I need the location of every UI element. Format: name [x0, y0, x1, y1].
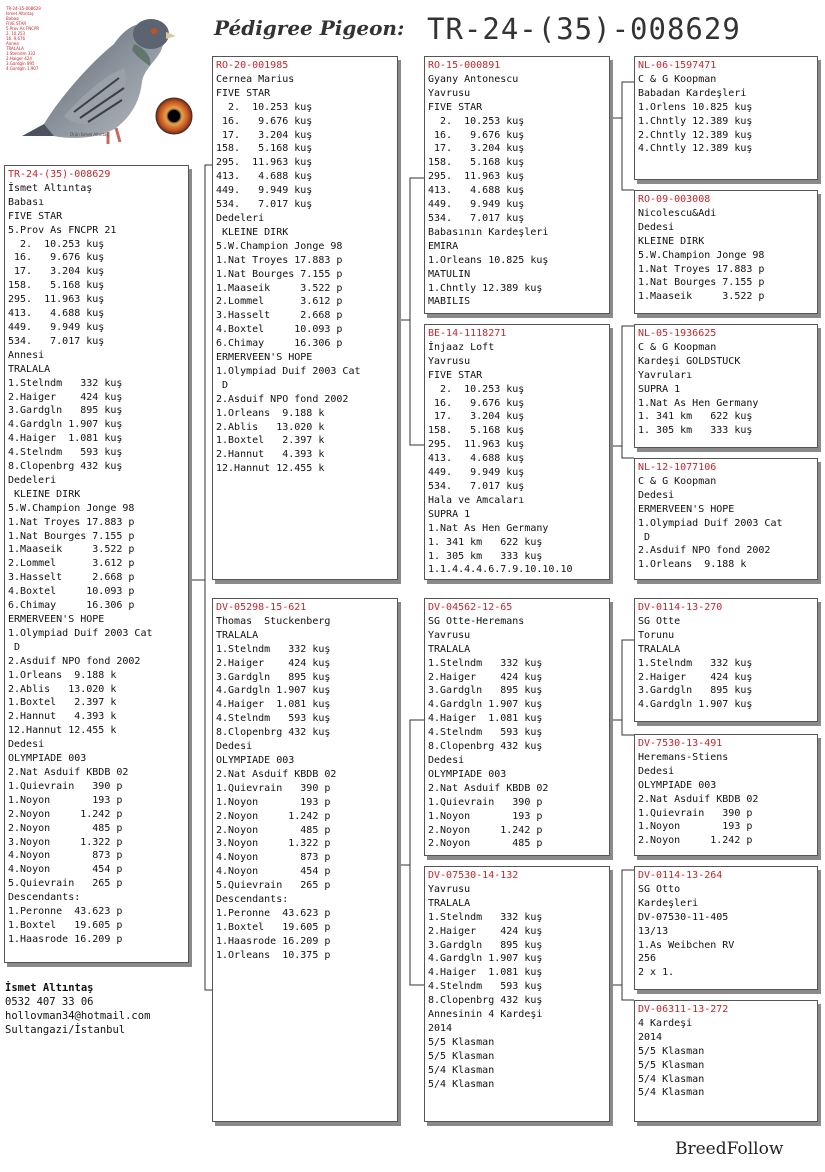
pedigree-card-subject — [4, 165, 189, 963]
card-details: SG Otte-Heremans Yavrusu TRALALA 1.Stelndm 332 kuş 2.Haiger 424 kuş 3.Gardgln 895 kuş 4.Gardgln 1.907 kuş 4.Haiger 1.081 kuş 4.Stelndm 593 kuş 8.Clopenbrg 432 kuş Dedesi OLYMPIADE 003 2.Nat Asduif KBDB 02 1.Quievrain 390 p 1.Noyon 193 p 2.Noyon 1.242 p 2.Noyon 485 p — [428, 615, 549, 850]
card-details: 4 Kardeşi 2014 5/5 Klasman 5/5 Klasman 5/4 Klasman 5/4 Klasman — [638, 1017, 705, 1099]
owner-email: hollovman34@hotmail.com — [5, 1010, 151, 1022]
connector-dd — [610, 870, 634, 1000]
card-details: İnjaaz Loft Yavrusu FIVE STAR 2. 10.253 kuş 16. 9.676 kuş 17. 3.204 kuş 158. 5.168 kuş 295. 11.963 kuş 413. 4.688 kuş 449. 9.949 kuş 534. 7.017 kuş Hala ve Amcaları SUPRA 1 1.Nat As Hen Germany 1. 341 km 622 kuş 1. 305 km 333 kuş 1.1.4.4.4.6.7.9.10.10.10 — [428, 341, 573, 576]
card-details: C & G Koopman Babadan Kardeşleri 1.Orlens 10.825 kuş 1.Chntly 12.389 kuş 2.Chntly 12.389 kuş 4.Chntly 12.389 kuş — [638, 73, 753, 155]
ring-number: DV-06311-13-272 — [638, 1004, 729, 1015]
pedigree-card-sds — [634, 324, 818, 448]
ring-number: DV-7530-13-491 — [638, 738, 723, 749]
owner-name: İsmet Altıntaş — [5, 982, 94, 994]
pedigree-card-dss — [634, 598, 818, 722]
pedigree-card-sire — [212, 56, 398, 580]
ring-number: NL-05-1936625 — [638, 328, 717, 339]
connector-sire — [398, 178, 424, 445]
pedigree-card-sire-sire — [424, 56, 610, 314]
connector-ss — [610, 82, 634, 190]
pedigree-card-ddd — [634, 1000, 818, 1122]
connector-dam — [398, 720, 424, 985]
connector-gen1 — [189, 165, 212, 990]
pedigree-card-sss — [634, 56, 818, 180]
brand-name: BreedFollow — [675, 1139, 784, 1159]
pedigree-card-dam-dam — [424, 866, 610, 1122]
ring-number: RO-15-000891 — [428, 60, 501, 71]
card-details: Thomas Stuckenberg TRALALA 1.Stelndm 332 kuş 2.Haiger 424 kuş 3.Gardgln 895 kuş 4.Gardgln 1.907 kuş 4.Haiger 1.081 kuş 4.Stelndm 593 kuş 8.Clopenbrg 432 kuş Dedesi OLYMPIADE 003 2.Nat Asduif KBDB 02 1.Quievrain 390 p 1.Noyon 193 p 2.Noyon 1.242 p 2.Noyon 485 p 3.Noyon 1.322 p 4.Noyon 873 p 4.Noyon 454 p 5.Quievrain 265 p Descendants: 1.Peronne 43.623 p 1.Boxtel 19.605 p 1.Haasrode 16.209 p 1.Orleans 10.375 p — [216, 615, 337, 961]
pedigree-card-dsd — [634, 734, 818, 856]
ring-number: RO-20-001985 — [216, 60, 289, 71]
connector-sd — [610, 326, 634, 458]
ring-number: DV-0114-13-270 — [638, 602, 723, 613]
pedigree-card-dds — [634, 866, 818, 990]
ring-number: DV-05298-15-621 — [216, 602, 307, 613]
pedigree-card-ssd — [634, 190, 818, 314]
ring-number: DV-0114-13-264 — [638, 870, 723, 881]
card-details: SG Otte Torunu TRALALA 1.Stelndm 332 kuş 2.Haiger 424 kuş 3.Gardgln 895 kuş 4.Gardgln 1.907 kuş — [638, 615, 753, 711]
ring-number: BE-14-1118271 — [428, 328, 507, 339]
card-details: C & G Koopman Kardeşi GOLDSTUCK Yavruları SUPRA 1 1.Nat As Hen Germany 1. 341 km 622 kuş 1. 305 km 333 kuş — [638, 341, 759, 437]
card-details: SG Otto Kardeşleri DV-07530-11-405 13/13 1.As Weibchen RV 256 2 x 1. — [638, 883, 735, 979]
owner-address: Sultangazi/İstanbul — [5, 1024, 126, 1036]
ring-number: DV-04562-12-65 — [428, 602, 513, 613]
card-details: Yavrusu TRALALA 1.Stelndm 332 kuş 2.Haiger 424 kuş 3.Gardgln 895 kuş 4.Gardgln 1.907 kuş 4.Haiger 1.081 kuş 4.Stelndm 593 kuş 8.Clopenbrg 432 kuş Annesinin 4 Kardeşi 2014 5/5 Klasman 5/5 Klasman 5/4 Klasman 5/4 Klasman — [428, 883, 543, 1090]
ring-number: NL-12-1077106 — [638, 462, 717, 473]
pedigree-title: Pédigree Pigeon: — [214, 16, 405, 40]
card-details: Cernea Marius FIVE STAR 2. 10.253 kuş 16. 9.676 kuş 17. 3.204 kuş 158. 5.168 kuş 295. 11.963 kuş 413. 4.688 kuş 449. 9.949 kuş 534. 7.017 kuş Dedeleri KLEINE DIRK 5.W.Champion Jonge 98 1.Nat Troyes 17.883 p 1.Nat Bourges 7.155 p 1.Maaseik 3.522 p 2.Lommel 3.612 p 3.Hasselt 2.668 p 4.Boxtel 10.093 p 6.Chimay 16.306 p ERMERVEEN'S HOPE 1.Olympiad Duif 2003 Cat D 2.Asduif NPO fond 2002 1.Orleans 9.188 k 2.Ablis 13.020 k 1.Boxtel 2.397 k 2.Hannut 4.393 k 12.Hannut 12.455 k — [216, 73, 361, 475]
owner-info — [5, 981, 150, 1037]
ring-number: TR-24-(35)-008629 — [8, 169, 111, 180]
connector-ds — [610, 640, 634, 735]
card-details: C & G Koopman Dedesi ERMERVEEN'S HOPE 1.Olympiad Duif 2003 Cat D 2.Asduif NPO fond 2002 1.Orleans 9.188 k — [638, 475, 783, 571]
card-details: Nicolescu&Adi Dedesi KLEINE DIRK 5.W.Champion Jonge 98 1.Nat Troyes 17.883 p 1.Nat Bourges 7.155 p 1.Maaseik 3.522 p — [638, 207, 765, 303]
ring-number-title: TR-24-(35)-008629 — [427, 12, 741, 46]
photo-mini-text: TR-24-35-008629 İsmet Altıntaş Babası FIVE STAR 5.Prov As FNCPR 2. 10.253 16. 9.676 Annesi TRALALA 1.Stelndm 332 2.Haiger 424 3.Gardgln 895 4.Gardgln 1.907 — [6, 6, 41, 71]
pedigree-card-sdd — [634, 458, 818, 580]
ring-number: RO-09-003008 — [638, 194, 711, 205]
pedigree-card-dam — [212, 598, 398, 1122]
pedigree-card-sire-dam — [424, 324, 610, 580]
ring-number: DV-07530-14-132 — [428, 870, 519, 881]
pedigree-card-dam-sire — [424, 598, 610, 856]
photo-caption: Ürün İsmet Altıntaş — [70, 132, 109, 137]
card-details: Gyany Antonescu Yavrusu FIVE STAR 2. 10.253 kuş 16. 9.676 kuş 17. 3.204 kuş 158. 5.168 kuş 295. 11.963 kuş 413. 4.688 kuş 449. 9.949 kuş 534. 7.017 kuş Babasının Kardeşleri EMIRA 1.Orleans 10.825 kuş MATULIN 1.Chntly 12.389 kuş MABILIS — [428, 73, 549, 308]
card-details: Heremans-Stiens Dedesi OLYMPIADE 003 2.Nat Asduif KBDB 02 1.Quievrain 390 p 1.Noyon 193 p 2.Noyon 1.242 p — [638, 751, 759, 847]
card-details: İsmet Altıntaş Babası FIVE STAR 5.Prov As FNCPR 21 2. 10.253 kuş 16. 9.676 kuş 17. 3.204 kuş 158. 5.168 kuş 295. 11.963 kuş 413. 4.688 kuş 449. 9.949 kuş 534. 7.017 kuş Annesi TRALALA 1.Stelndm 332 kuş 2.Haiger 424 kuş 3.Gardgln 895 kuş 4.Gardgln 1.907 kuş 4.Haiger 1.081 kuş 4.Stelndm 593 kuş 8.Clopenbrg 432 kuş Dedeleri KLEINE DIRK 5.W.Champion Jonge 98 1.Nat Troyes 17.883 p 1.Nat Bourges 7.155 p 1.Maaseik 3.522 p 2.Lommel 3.612 p 3.Hasselt 2.668 p 4.Boxtel 10.093 p 6.Chimay 16.306 p ERMERVEEN'S HOPE 1.Olympiad Duif 2003 Cat D 2.Asduif NPO fond 2002 1.Orleans 9.188 k 2.Ablis 13.020 k 1.Boxtel 2.397 k 2.Hannut 4.393 k 12.Hannut 12.455 k Dedesi OLYMPIADE 003 2.Nat Asduif KBDB 02 1.Quievrain 390 p 1.Noyon 193 p 2.Noyon 1.242 p 2.Noyon 485 p 3.Noyon 1.322 p 4.Noyon 873 p 4.Noyon 454 p 5.Quievrain 265 p Descendants: 1.Peronne 43.623 p 1.Boxtel 19.605 p 1.Haasrode 16.209 p — [8, 182, 153, 945]
owner-phone: 0532 407 33 06 — [5, 996, 94, 1008]
ring-number: NL-06-1597471 — [638, 60, 717, 71]
